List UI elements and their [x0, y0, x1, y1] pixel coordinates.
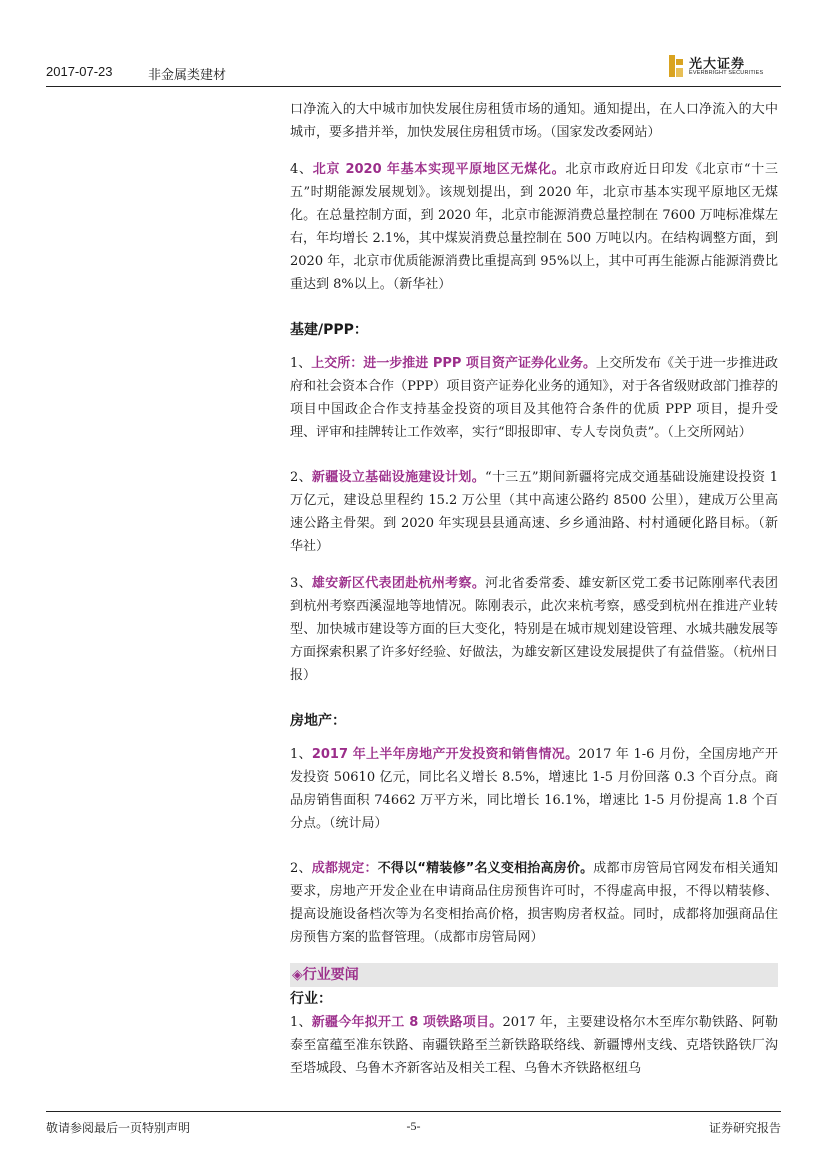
news-headline: 新疆今年拟开工 8 项铁路项目。 [311, 1015, 503, 1030]
section-title-industry: 行业： [290, 991, 332, 1007]
news-headline: 北京 2020 年基本实现平原地区无煤化。 [312, 162, 566, 177]
news-headline: 新疆设立基础设施建设计划。 [311, 470, 486, 485]
news-headline: 2017 年上半年房地产开发投资和销售情况。 [311, 747, 579, 762]
news-item-sse-ppp: 1、上交所：进一步推进 PPP 项目资产证券化业务。上交所发布《关于进一步推进政府和社会资本合作（PPP）项目资产证券化业务的通知》，对于各省级财政部门推荐的项目中国政企合作支持基金投资的项目及其他符合条件的优质 PPP 项目，提升受理、评审和挂牌转让工作效率，实行“即报即审、专人专岗负责”。（上交所网站） [290, 356, 778, 440]
brand-logo [661, 52, 781, 82]
paragraph-continuation: 口净流入的大中城市加快发展住房租赁市场的通知。通知提出，在人口净流入的大中城市，要多措并举，加快发展住房租赁市场。（国家发改委网站） [290, 102, 778, 140]
news-item-beijing-coal: 4、北京 2020 年基本实现平原地区无煤化。北京市政府近日印发《北京市“十三五”时期能源发展规划》。该规划提出，到 2020 年，北京市基本实现平原地区无煤化。在总量控制方面，到 2020 年，北京市能源消费总量控制在 7600 万吨标准煤左右，年均增长 2.1%，其中煤炭消费总量控制在 500 万吨以内。在结构调整方面，到 2020 年，北京市优质能源消费比重提高到 95%以上，其中可再生能源占能源消费比重达到 8%以上。（新华社） [290, 162, 778, 292]
report-date: 2017-07-23 [46, 64, 113, 79]
news-item-realestate-h1: 1、2017 年上半年房地产开发投资和销售情况。2017 年 1-6 月份，全国房地产开发投资 50610 亿元，同比名义增长 8.5%，增速比 1-5 月份回落 0.3 个百分点。商品房销售面积 74662 万平方米，同比增长 16.1%，增速比 1-5 月份提高 1.8 个百分点。（统计局） [290, 747, 778, 831]
news-item-xinjiang-infra: 2、新疆设立基础设施建设计划。“十三五”期间新疆将完成交通基础设施建设投资 1 万亿元，建设总里程约 15.2 万公里（其中高速公路约 8500 公里），建成万公里高速公路主骨架。到 2020 年实现县县通高速、乡乡通油路、村村通硬化路目标。（新华社） [290, 470, 778, 554]
page-footer [46, 1119, 781, 1135]
news-headline: 成都规定： [311, 861, 378, 876]
news-item-chengdu: 2、成都规定：不得以“精装修”名义变相抬高房价。成都市房管局官网发布相关通知要求，房地产开发企业在申请商品住房预售许可时，不得虚高申报，不得以精装修、提高设施设备档次等为名变相抬高价格，损害购房者权益。同时，成都将加强商品住房预售方案的监督管理。（成都市房管局网） [290, 861, 778, 945]
report-category: 非金属类建材 [148, 68, 227, 83]
footer-rule [46, 1111, 781, 1112]
news-headline-bold: 不得以“精装修”名义变相抬高房价。 [377, 861, 594, 876]
news-item-xiongan: 3、雄安新区代表团赴杭州考察。河北省委常委、雄安新区党工委书记陈刚率代表团到杭州考察西溪湿地等地情况。陈刚表示，此次来杭考察，感受到杭州在推进产业转型、加快城市建设等方面的巨大变化，特别是在城市规划建设管理、水城共融发展等方面探索积累了许多好经验、好做法，为雄安新区建设发展提供了有益借鉴。（杭州日报） [290, 576, 778, 683]
news-item-xinjiang-rail: 1、新疆今年拟开工 8 项铁路项目。2017 年，主要建设格尔木至库尔勒铁路、阿勒泰至富蕴至准东铁路、南疆铁路至兰新铁路联络线、新疆博州支线、克塔铁路铁厂沟至塔城段、乌鲁木齐新客站及相关工程、乌鲁木齐铁路枢纽乌 [290, 1015, 779, 1076]
report-body [290, 98, 778, 1080]
page-header [46, 52, 781, 82]
header-rule [46, 86, 781, 87]
section-title-infra: 基建/PPP： [290, 322, 368, 338]
page-number: -5- [406, 1119, 421, 1133]
everbright-logo-icon [669, 55, 683, 77]
report-type: 证券研究报告 [708, 1121, 781, 1135]
section-bar-industry-news: ◈行业要闻 [290, 963, 778, 987]
section-title-realestate: 房地产： [290, 713, 346, 729]
disclaimer-note: 敬请参阅最后一页特别声明 [46, 1121, 191, 1135]
logo-text-en: EVERBRIGHT SECURITIES [689, 70, 764, 76]
news-headline: 雄安新区代表团赴杭州考察。 [311, 576, 486, 591]
news-headline: 上交所：进一步推进 PPP 项目资产证券化业务。 [311, 356, 596, 371]
logo-text-cn: 光大证券 [689, 57, 746, 72]
